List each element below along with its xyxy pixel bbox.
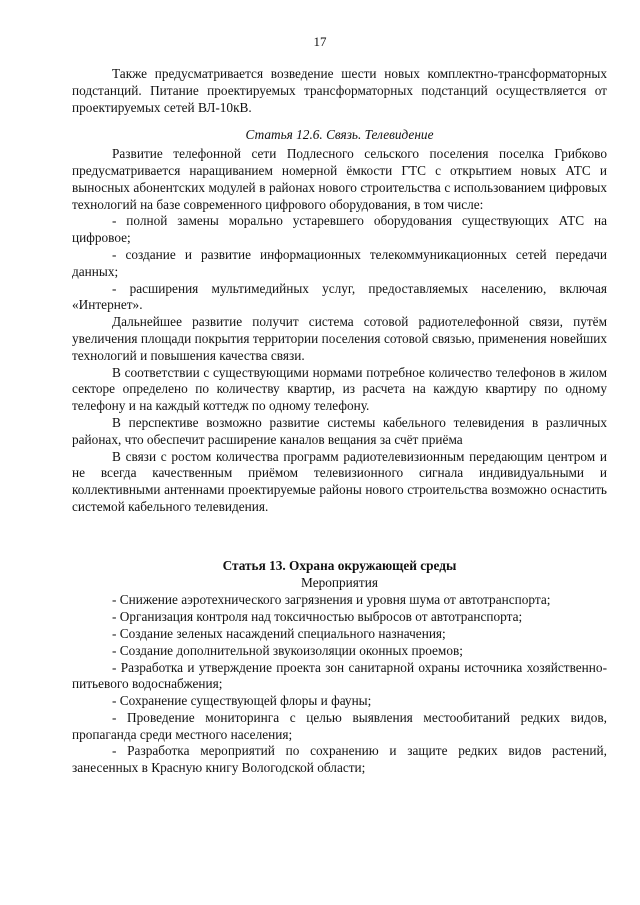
article-12-6-paragraph: Развитие телефонной сети Подлесного сельского поселения поселка Грибково предусматривается наращиванием номерной ёмкости ГТС с открытием новых АТС и выносных абонентских модулей в районах нового строительства с использованием цифровых технологий на базе современного цифрового оборудования, в том числе: [72, 146, 607, 212]
article-12-6-paragraph: В связи с ростом количества программ радиотелевизионным передающим центром и не всегда качественным приёмом телевизионного сигнала индивидуальными и коллективными антеннами проектируемые районы нового строительства возможно оснастить системой кабельного телевидения. [72, 448, 607, 514]
article-12-6-paragraph: В перспективе возможно развитие системы кабельного телевидения в различных районах, что обеспечит расширение каналов вещания за счёт приёма [72, 414, 607, 447]
document-content [72, 66, 607, 777]
article-13-list-item: - Организация контроля над токсичностью выбросов от автотранспорта; [112, 609, 523, 625]
article-13-list-item: - Разработка и утверждение проекта зон санитарной охраны источника хозяйственно-питьевого водоснабжения; [72, 659, 607, 692]
article-13-list-item: - Снижение аэротехнического загрязнения и уровня шума от автотранспорта; [112, 592, 551, 608]
intro-paragraph: Также предусматривается возведение шести новых комплектно-трансформаторных подстанций. Питание проектируемых трансформаторных подстанций осуществляется от проектируемых сетей ВЛ-10кВ. [72, 66, 607, 115]
article-13-subtitle: Мероприятия [301, 574, 378, 590]
article-13-list-item: - Разработка мероприятий по сохранению и защите редких видов растений, занесенных в Красную книгу Вологодской области; [72, 743, 607, 776]
article-13-list-item: - Сохранение существующей флоры и фауны; [112, 693, 372, 709]
article-12-6-paragraph: В соответствии с существующими нормами потребное количество телефонов в жилом секторе определено по количеству квартир, из расчета на каждую квартиру по одному телефону и на каждый коттедж по одному телефону. [72, 364, 607, 414]
page-number: 17 [313, 34, 327, 49]
article-13-list-item: - Создание зеленых насаждений специального назначения; [112, 625, 446, 641]
article-12-6-list-item: - расширения мультимедийных услуг, предоставляемых населению, включая «Интернет». [72, 280, 607, 313]
article-12-6-list-item: - создание и развитие информационных телекоммуникационных сетей передачи данных; [72, 246, 607, 279]
article-12-6-paragraph: Дальнейшее развитие получит система сотовой радиотелефонной связи, путём увеличения площади покрытия территории поселения сотовой связью, применения новейших технологий и повышения качества связи. [72, 314, 607, 363]
article-13-list-item: - Создание дополнительной звукоизоляции оконных проемов; [112, 642, 463, 658]
article-13-title: Статья 13. Охрана окружающей среды [222, 557, 457, 573]
article-13-list-item: - Проведение мониторинга с целью выявления местообитаний редких видов, пропаганда среди местного населения; [72, 709, 607, 742]
article-12-6-title: Статья 12.6. Связь. Телевидение [245, 127, 434, 143]
article-12-6-list-item: - полной замены морально устаревшего оборудования существующих АТС на цифровое; [72, 213, 607, 246]
